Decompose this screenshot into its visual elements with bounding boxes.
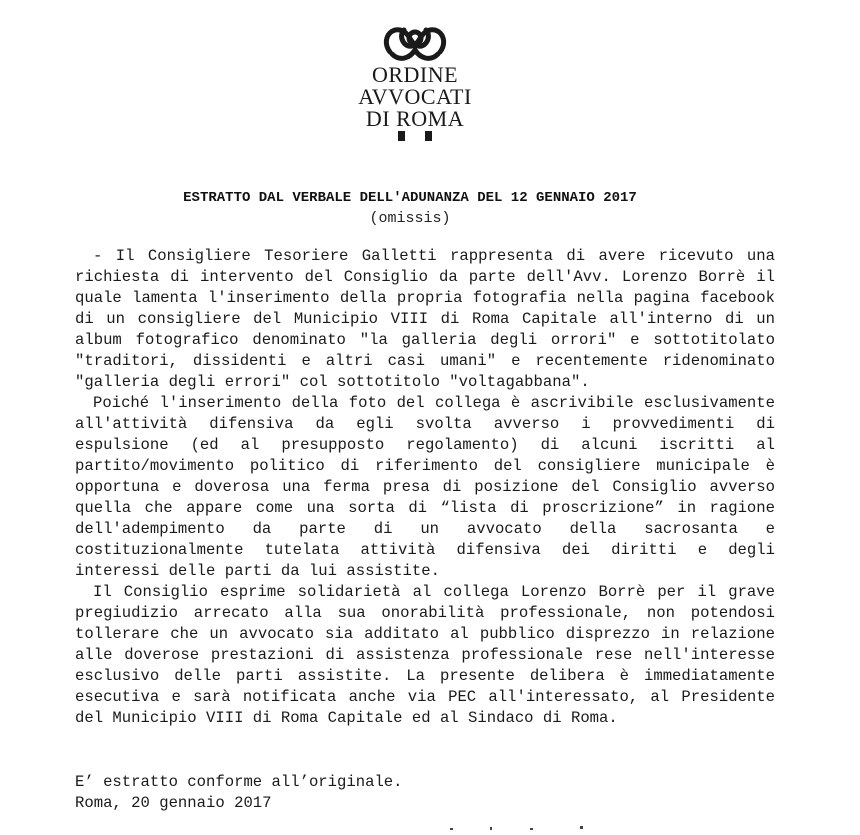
logo-text-line2: AVVOCATI (358, 84, 472, 109)
scan-artifact-icon (420, 822, 620, 832)
conformity-statement: E’ estratto conforme all’originale. (75, 773, 403, 791)
document-subheading: (omissis) (369, 210, 451, 227)
document-heading: ESTRATTO DAL VERBALE DELL'ADUNANZA DEL 12 GENNAIO 2017 (183, 190, 637, 206)
order-logo (350, 22, 480, 157)
document-closing (75, 772, 675, 814)
document-body (75, 246, 775, 729)
knot-emblem-icon (380, 22, 450, 64)
place-date: Roma, 20 gennaio 2017 (75, 794, 272, 812)
paragraph-2: Poiché l'inserimento della foto del collega è ascrivibile esclusivamente all'attività difensiva da egli svolta avverso i provvedimenti di espulsione (ed al presupposto regolamento) di alcuni iscritti al partito/movimento politico di riferimento del consigliere municipale è opportuna e doverosa una ferma presa di posizione del Consiglio avverso quella che appare come una sorta di “lista di proscrizione” in ragione dell'adempimento da parte di un avvocato della sacrosanta e costituzionalmente tutelata attività difensiva dei diritti e degli interessi delle parti da lui assistite. (75, 394, 775, 580)
logo-text-line3: DI ROMA (365, 106, 465, 131)
logo-columns-icon (390, 130, 440, 142)
logo-text-line1: ORDINE (371, 62, 459, 87)
paragraph-3: Il Consiglio esprime solidarietà al collega Lorenzo Borrè per il grave pregiudizio arrecato alla sua onorabilità professionale, non potendosi tollerare che un avvocato sia additato al pubblico disprezzo in relazione alle doverose prestazioni di assistenza professionale rese nell'interesse esclusivo delle parti assistite. La presente delibera è immediatamente esecutiva e sarà notificata anche via PEC all'interessato, al Presidente del Municipio VIII di Roma Capitale ed al Sindaco di Roma. (75, 583, 775, 727)
paragraph-1: - Il Consigliere Tesoriere Galletti rappresenta di avere ricevuto una richiesta di intervento del Consiglio da parte dell'Avv. Lorenzo Borrè il quale lamenta l'inserimento della propria fotografia nella pagina facebook di un consigliere del Municipio VIII di Roma Capitale all'interno di un album fotografico denominato "la galleria degli orrori" e sottotitolato "traditori, dissidenti e altri casi umani" e recentemente ridenominato "galleria degli errori" col sottotitolo "voltagabbana". (75, 247, 775, 391)
